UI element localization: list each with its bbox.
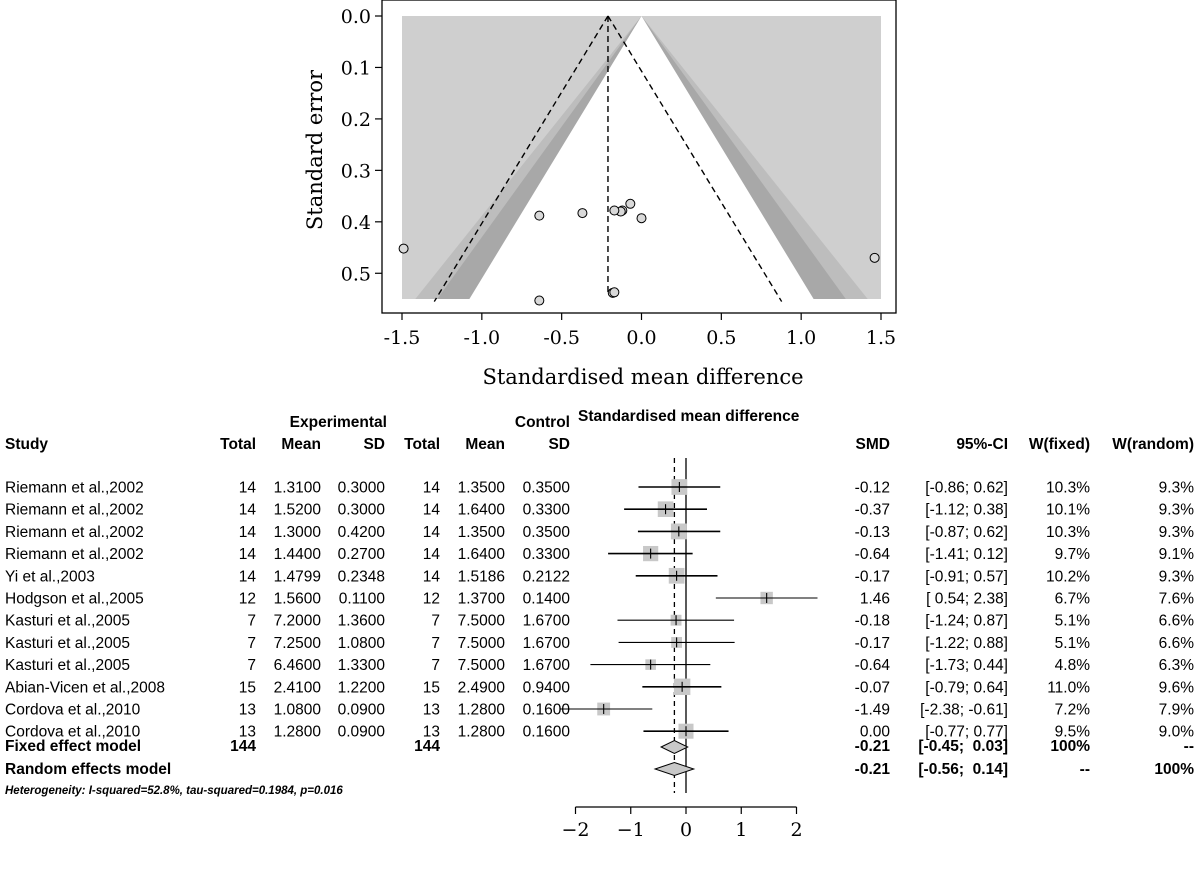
study-total1-cell: 14 bbox=[238, 546, 256, 564]
study-smd-cell: -0.07 bbox=[854, 679, 890, 697]
study-ci-cell: [-1.22; 0.88] bbox=[925, 634, 1008, 652]
study-total2-cell: 13 bbox=[422, 723, 440, 741]
random-effects-weight-fixed: -- bbox=[1079, 761, 1090, 778]
study-ci-cell: [-2.38; -0.61] bbox=[920, 701, 1008, 719]
study-smd-cell: -0.64 bbox=[854, 546, 890, 564]
study-mean1-cell: 1.4799 bbox=[273, 568, 321, 586]
header-effect-title: Standardised mean difference bbox=[578, 408, 800, 425]
study-mean1-cell: 2.4100 bbox=[273, 679, 321, 697]
study-wrandom-cell: 6.6% bbox=[1158, 612, 1194, 630]
study-wfixed-cell: 10.3% bbox=[1046, 479, 1090, 497]
study-total2-cell: 7 bbox=[431, 634, 440, 652]
study-mean2-cell: 1.3500 bbox=[457, 479, 505, 497]
study-study-cell: Cordova et al.,2010 bbox=[5, 723, 141, 741]
study-ci-cell: [-1.24; 0.87] bbox=[925, 612, 1008, 630]
study-total1-cell: 7 bbox=[247, 612, 256, 630]
study-sd2-cell: 0.3300 bbox=[522, 546, 570, 564]
study-total2-cell: 13 bbox=[422, 701, 440, 719]
forest-x-tick-label: −1 bbox=[616, 819, 645, 841]
study-mean1-cell: 1.5200 bbox=[273, 501, 321, 519]
study-wrandom-cell: 7.6% bbox=[1158, 590, 1194, 608]
study-total1-cell: 7 bbox=[247, 634, 256, 652]
study-mean1-cell: 7.2500 bbox=[273, 634, 321, 652]
study-wrandom-cell: 6.6% bbox=[1158, 634, 1194, 652]
funnel-y-axis-label: Standard error bbox=[303, 69, 327, 231]
fixed-effect-total-experimental: 144 bbox=[230, 738, 256, 755]
study-ci-cell: [-1.73; 0.44] bbox=[925, 657, 1008, 675]
study-mean2-cell: 1.6400 bbox=[457, 501, 505, 519]
study-sd1-cell: 0.0900 bbox=[337, 723, 385, 741]
study-ci-cell: [-0.77; 0.77] bbox=[925, 723, 1008, 741]
study-total1-cell: 12 bbox=[238, 590, 256, 608]
forest-plot-graphics bbox=[560, 458, 817, 793]
study-wfixed-cell: 10.3% bbox=[1046, 523, 1090, 541]
header-total-control: Total bbox=[404, 436, 440, 453]
study-ci-cell: [-0.86; 0.62] bbox=[925, 479, 1008, 497]
funnel-x-tick-label: 1.0 bbox=[786, 327, 817, 349]
header-control: Control bbox=[514, 414, 570, 431]
study-sd1-cell: 0.0900 bbox=[337, 701, 385, 719]
study-wfixed-cell: 6.7% bbox=[1054, 590, 1090, 608]
funnel-y-tick-label: 0.5 bbox=[340, 263, 371, 286]
study-wrandom-cell: 9.3% bbox=[1158, 501, 1194, 519]
study-study-cell: Yi et al.,2003 bbox=[5, 568, 95, 586]
random-effects-smd: -0.21 bbox=[854, 761, 890, 778]
study-smd-cell: -0.18 bbox=[854, 612, 890, 630]
funnel-x-tick-label: 0.0 bbox=[626, 327, 657, 349]
forest-x-tick-label: −2 bbox=[561, 819, 590, 841]
random-effects-weight-random: 100% bbox=[1154, 761, 1194, 778]
study-sd2-cell: 0.9400 bbox=[522, 679, 570, 697]
header-mean-experimental: Mean bbox=[281, 436, 321, 453]
study-smd-cell: -0.17 bbox=[854, 568, 890, 586]
study-study-cell: Hodgson et al.,2005 bbox=[5, 590, 144, 608]
study-total1-cell: 7 bbox=[247, 657, 256, 675]
study-mean2-cell: 7.5000 bbox=[457, 612, 505, 630]
study-wrandom-cell: 6.3% bbox=[1158, 657, 1194, 675]
study-study-cell: Kasturi et al.,2005 bbox=[5, 612, 130, 630]
study-wfixed-cell: 5.1% bbox=[1054, 634, 1090, 652]
funnel-x-tick-label: 0.5 bbox=[706, 327, 737, 349]
study-sd2-cell: 0.2122 bbox=[522, 568, 570, 586]
study-sd1-cell: 0.2348 bbox=[337, 568, 385, 586]
study-total1-cell: 13 bbox=[238, 723, 256, 741]
study-total2-cell: 12 bbox=[422, 590, 440, 608]
random-effects-ci: [-0.56; 0.14] bbox=[918, 761, 1008, 778]
fixed-effect-total-control: 144 bbox=[414, 738, 440, 755]
funnel-y-tick-label: 0.3 bbox=[340, 160, 371, 183]
header-study: Study bbox=[5, 436, 49, 453]
fixed-effect-weight-random: -- bbox=[1183, 738, 1194, 755]
study-study-cell: Riemann et al.,2002 bbox=[5, 546, 144, 564]
study-smd-cell: -0.12 bbox=[854, 479, 890, 497]
study-wrandom-cell: 9.0% bbox=[1158, 723, 1194, 741]
forest-x-axis bbox=[561, 807, 802, 841]
fixed-effect-label: Fixed effect model bbox=[5, 738, 142, 755]
study-study-cell: Kasturi et al.,2005 bbox=[5, 634, 130, 652]
study-total2-cell: 15 bbox=[422, 679, 440, 697]
study-total1-cell: 15 bbox=[238, 679, 256, 697]
study-mean2-cell: 1.3500 bbox=[457, 523, 505, 541]
study-total2-cell: 7 bbox=[431, 612, 440, 630]
study-smd-cell: -0.13 bbox=[854, 523, 890, 541]
funnel-x-tick-label: -1.5 bbox=[383, 327, 421, 349]
study-wrandom-cell: 9.3% bbox=[1158, 568, 1194, 586]
random-effects-label: Random effects model bbox=[5, 761, 172, 778]
funnel-y-tick-label: 0.4 bbox=[340, 211, 371, 234]
funnel-x-axis-label: Standardised mean difference bbox=[482, 365, 804, 389]
heterogeneity-note: Heterogeneity: I-squared=52.8%, tau-squared=0.1984, p=0.016 bbox=[5, 785, 343, 797]
study-sd2-cell: 0.3500 bbox=[522, 479, 570, 497]
study-wfixed-cell: 10.2% bbox=[1046, 568, 1090, 586]
funnel-y-tick-label: 0.2 bbox=[340, 108, 371, 131]
header-weight-fixed: W(fixed) bbox=[1028, 436, 1090, 453]
study-mean2-cell: 1.6400 bbox=[457, 546, 505, 564]
study-mean2-cell: 7.5000 bbox=[457, 657, 505, 675]
study-mean1-cell: 1.3100 bbox=[273, 479, 321, 497]
study-total1-cell: 13 bbox=[238, 701, 256, 719]
study-mean2-cell: 7.5000 bbox=[457, 634, 505, 652]
fixed-effect-diamond bbox=[661, 741, 688, 754]
fixed-effect-ci: [-0.45; 0.03] bbox=[918, 738, 1008, 755]
study-mean1-cell: 1.5600 bbox=[273, 590, 321, 608]
study-total2-cell: 14 bbox=[422, 479, 440, 497]
study-sd2-cell: 0.1600 bbox=[522, 701, 570, 719]
study-mean2-cell: 1.5186 bbox=[457, 568, 505, 586]
study-sd1-cell: 1.0800 bbox=[337, 634, 385, 652]
study-wrandom-cell: 9.6% bbox=[1158, 679, 1194, 697]
fixed-effect-weight-fixed: 100% bbox=[1050, 738, 1090, 755]
study-ci-cell: [-1.41; 0.12] bbox=[925, 546, 1008, 564]
study-total2-cell: 14 bbox=[422, 523, 440, 541]
study-sd2-cell: 0.3500 bbox=[522, 523, 570, 541]
study-wrandom-cell: 9.1% bbox=[1158, 546, 1194, 564]
study-mean2-cell: 1.3700 bbox=[457, 590, 505, 608]
study-wrandom-cell: 9.3% bbox=[1158, 523, 1194, 541]
study-ci-cell: [-0.87; 0.62] bbox=[925, 523, 1008, 541]
header-experimental: Experimental bbox=[289, 414, 387, 431]
study-sd1-cell: 0.3000 bbox=[337, 501, 385, 519]
study-sd1-cell: 0.4200 bbox=[337, 523, 385, 541]
study-wfixed-cell: 5.1% bbox=[1054, 612, 1090, 630]
study-smd-cell: -1.49 bbox=[854, 701, 890, 719]
header-weight-random: W(random) bbox=[1112, 436, 1194, 453]
study-wfixed-cell: 9.5% bbox=[1054, 723, 1090, 741]
forest-x-tick-label: 1 bbox=[735, 819, 748, 841]
study-wfixed-cell: 9.7% bbox=[1054, 546, 1090, 564]
study-wfixed-cell: 11.0% bbox=[1047, 679, 1090, 697]
study-sd2-cell: 0.1400 bbox=[522, 590, 570, 608]
study-smd-cell: 0.00 bbox=[859, 723, 890, 741]
header-smd: SMD bbox=[855, 436, 890, 453]
header-sd-experimental: SD bbox=[363, 436, 385, 453]
study-wrandom-cell: 7.9% bbox=[1158, 701, 1194, 719]
header-total-experimental: Total bbox=[220, 436, 256, 453]
header-ci: 95%-CI bbox=[956, 436, 1008, 453]
forest-header bbox=[5, 408, 1194, 453]
study-sd2-cell: 1.6700 bbox=[522, 612, 570, 630]
study-study-cell: Cordova et al.,2010 bbox=[5, 701, 141, 719]
study-smd-cell: -0.64 bbox=[854, 657, 890, 675]
study-wfixed-cell: 4.8% bbox=[1054, 657, 1090, 675]
header-mean-control: Mean bbox=[465, 436, 505, 453]
study-sd1-cell: 0.3000 bbox=[337, 479, 385, 497]
study-mean1-cell: 1.0800 bbox=[273, 701, 321, 719]
study-sd2-cell: 0.3300 bbox=[522, 501, 570, 519]
study-sd2-cell: 0.1600 bbox=[522, 723, 570, 741]
study-smd-cell: 1.46 bbox=[859, 590, 890, 608]
study-mean1-cell: 6.4600 bbox=[273, 657, 321, 675]
study-total1-cell: 14 bbox=[238, 501, 256, 519]
study-study-cell: Riemann et al.,2002 bbox=[5, 501, 144, 519]
forest-x-tick-label: 0 bbox=[679, 819, 693, 841]
study-wfixed-cell: 7.2% bbox=[1054, 701, 1090, 719]
study-ci-cell: [-0.91; 0.57] bbox=[925, 568, 1008, 586]
study-mean2-cell: 1.2800 bbox=[457, 723, 505, 741]
study-total2-cell: 14 bbox=[422, 568, 440, 586]
study-ci-cell: [-1.12; 0.38] bbox=[925, 501, 1008, 519]
study-study-cell: Riemann et al.,2002 bbox=[5, 479, 144, 497]
study-sd1-cell: 1.3600 bbox=[337, 612, 385, 630]
study-sd1-cell: 0.2700 bbox=[337, 546, 385, 564]
study-mean1-cell: 7.2000 bbox=[273, 612, 321, 630]
study-total1-cell: 14 bbox=[238, 523, 256, 541]
study-total1-cell: 14 bbox=[238, 479, 256, 497]
study-sd2-cell: 1.6700 bbox=[522, 634, 570, 652]
funnel-y-tick-label: 0.0 bbox=[340, 6, 371, 28]
study-ci-cell: [-0.79; 0.64] bbox=[925, 679, 1008, 697]
study-ci-cell: [ 0.54; 2.38] bbox=[926, 590, 1008, 608]
study-mean1-cell: 1.4400 bbox=[273, 546, 321, 564]
study-smd-cell: -0.17 bbox=[854, 634, 890, 652]
header-sd-control: SD bbox=[548, 436, 570, 453]
study-study-cell: Abian-Vicen et al.,2008 bbox=[5, 679, 165, 697]
study-wrandom-cell: 9.3% bbox=[1158, 479, 1194, 497]
study-total1-cell: 14 bbox=[238, 568, 256, 586]
study-study-cell: Kasturi et al.,2005 bbox=[5, 657, 130, 675]
forest-x-tick-label: 2 bbox=[790, 819, 803, 841]
study-study-cell: Riemann et al.,2002 bbox=[5, 523, 144, 541]
forest-study-rows bbox=[5, 480, 1194, 741]
study-mean2-cell: 2.4900 bbox=[457, 679, 505, 697]
study-mean2-cell: 1.2800 bbox=[457, 701, 505, 719]
study-wfixed-cell: 10.1% bbox=[1046, 501, 1090, 519]
study-sd1-cell: 1.3300 bbox=[337, 657, 385, 675]
fixed-effect-smd: -0.21 bbox=[854, 738, 890, 755]
study-sd1-cell: 1.2200 bbox=[337, 679, 385, 697]
funnel-x-tick-label: -0.5 bbox=[543, 327, 580, 349]
study-total2-cell: 14 bbox=[422, 546, 440, 564]
funnel-y-tick-label: 0.1 bbox=[340, 57, 371, 80]
study-mean1-cell: 1.2800 bbox=[273, 723, 321, 741]
study-sd1-cell: 0.1100 bbox=[338, 590, 385, 608]
study-mean1-cell: 1.3000 bbox=[273, 523, 321, 541]
funnel-x-tick-label: -1.0 bbox=[463, 327, 501, 349]
random-effects-diamond bbox=[655, 763, 694, 776]
forest-summary-rows bbox=[5, 738, 1194, 778]
study-total2-cell: 14 bbox=[422, 501, 440, 519]
study-total2-cell: 7 bbox=[431, 657, 440, 675]
study-smd-cell: -0.37 bbox=[854, 501, 890, 519]
study-sd2-cell: 1.6700 bbox=[522, 657, 570, 675]
funnel-x-tick-label: 1.5 bbox=[865, 327, 897, 349]
